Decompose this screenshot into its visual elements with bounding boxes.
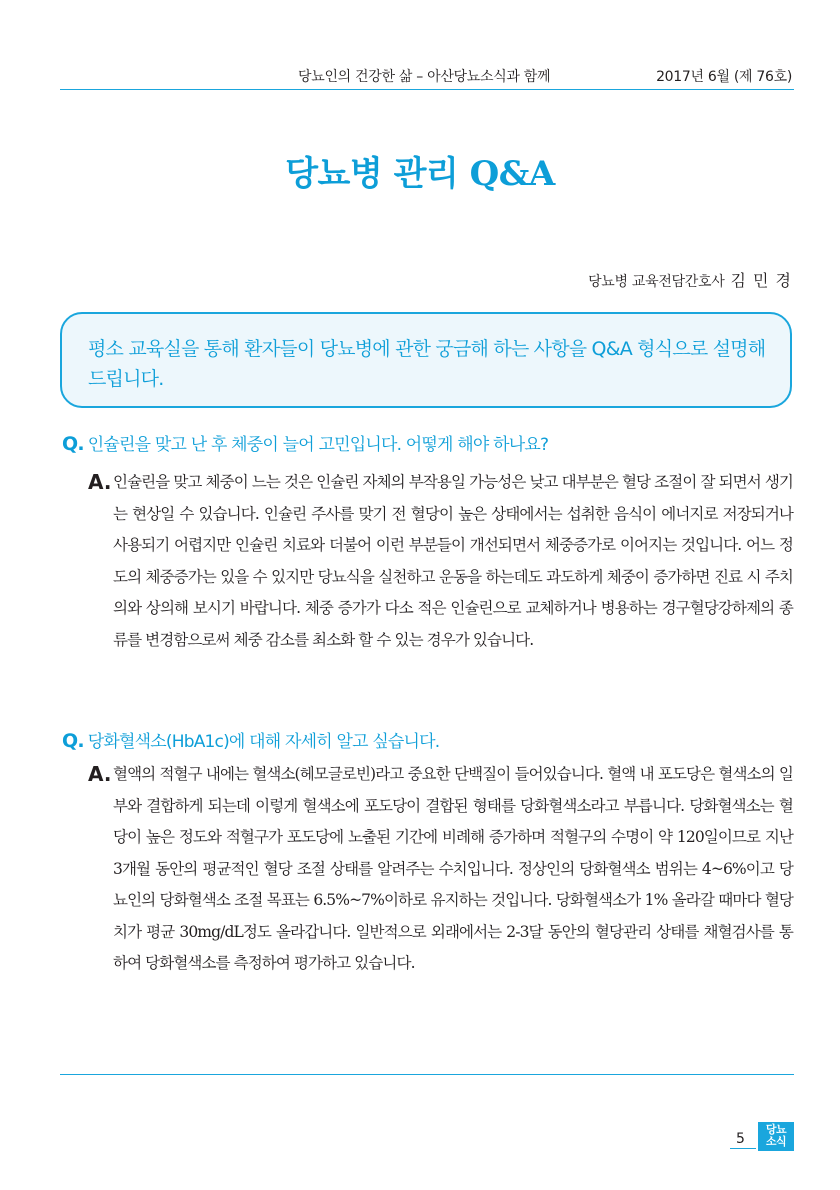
question-2 xyxy=(62,727,439,752)
answer-mark: A. xyxy=(88,762,112,786)
publication-title: 당뇨인의 건강한 삶 – 아산당뇨소식과 함께 xyxy=(298,69,551,85)
page-title: 당뇨병 관리 Q&A xyxy=(285,154,555,194)
question-text: 당화혈색소(HbA1c)에 대해 자세히 알고 싶습니다. xyxy=(87,732,440,752)
answer-2: 혈액의 적혈구 내에는 혈색소(헤모글로빈)라고 중요한 단백질이 들어있습니다. 혈액 내 포도당은 혈색소의 일부와 결합하게 되는데 이렇게 혈색소에 포도당이 결합된 형태를 당화혈색소라고 부릅니다. 당화혈색소는 혈당이 높은 정도와 적혈구가 포도당에 노출된 기간에 비례해 증가하며 적혈구의 수명이 약 120일이므로 지난 3개월 동안의 평균적인 혈당 조절 상태를 알려주는 수치입니다. 정상인의 당화혈색소 범위는 4~6%이고 당뇨인의 당화혈색소 조절 목표는 6.5%~7%이하로 유지하는 것입니다. 당화혈색소가 1% 올라갈 때마다 혈당치가 평균 30mg/dL정도 올라갑니다. 일반적으로 외래에서는 2-3달 동안의 혈당관리 상태를 채혈검사를 통하여 당화혈색소를 측정하여 평가하고 있습니다. xyxy=(113,765,793,972)
page-number: 5 xyxy=(736,1131,745,1147)
issue-info: 2017년 6월 (제 76호) xyxy=(656,69,792,85)
answer-1: 인슐린을 맞고 체중이 느는 것은 인슐린 자체의 부작용일 가능성은 낮고 대부분은 혈당 조절이 잘 되면서 생기는 현상일 수 있습니다. 인슐린 주사를 맞기 전 혈당이 높은 상태에서는 섭취한 음식이 에너지로 저장되거나 사용되기 어렵지만 인슐린 치료와 더불어 이런 부분들이 개선되면서 체중증가로 이어지는 것입니다. 어느 정도의 체중증가는 있을 수 있지만 당뇨식을 실천하고 운동을 하는데도 과도하게 체중이 증가하면 진료 시 주치의와 상의해 보시기 바랍니다. 체중 증가가 다소 적은 인슐린으로 교체하거나 병용하는 경구혈당강하제의 종류를 변경함으로써 체중 감소를 최소화 할 수 있는 경우가 있습니다. xyxy=(113,473,793,649)
answer-mark: A. xyxy=(88,470,112,494)
question-text: 인슐린을 맞고 난 후 체중이 늘어 고민입니다. 어떻게 해야 하나요? xyxy=(87,435,549,455)
author-line xyxy=(588,268,792,291)
question-1 xyxy=(62,430,548,455)
author-name: 김 민 경 xyxy=(730,271,792,290)
newsletter-logo xyxy=(758,1122,794,1151)
intro-box xyxy=(60,312,792,408)
logo-line-2: 소식 xyxy=(765,1135,787,1148)
page-number-underline xyxy=(730,1148,756,1149)
footer-divider xyxy=(60,1074,794,1075)
logo-line-1: 당뇨 xyxy=(765,1123,787,1136)
question-mark: Q. xyxy=(62,433,84,455)
intro-text: 평소 교육실을 통해 환자들이 당뇨병에 관한 궁금해 하는 사항을 Q&A 형식으로 설명해 드립니다. xyxy=(88,338,766,390)
page-header xyxy=(60,66,794,90)
author-role: 당뇨병 교육전담간호사 xyxy=(588,274,725,290)
question-mark: Q. xyxy=(62,730,84,752)
